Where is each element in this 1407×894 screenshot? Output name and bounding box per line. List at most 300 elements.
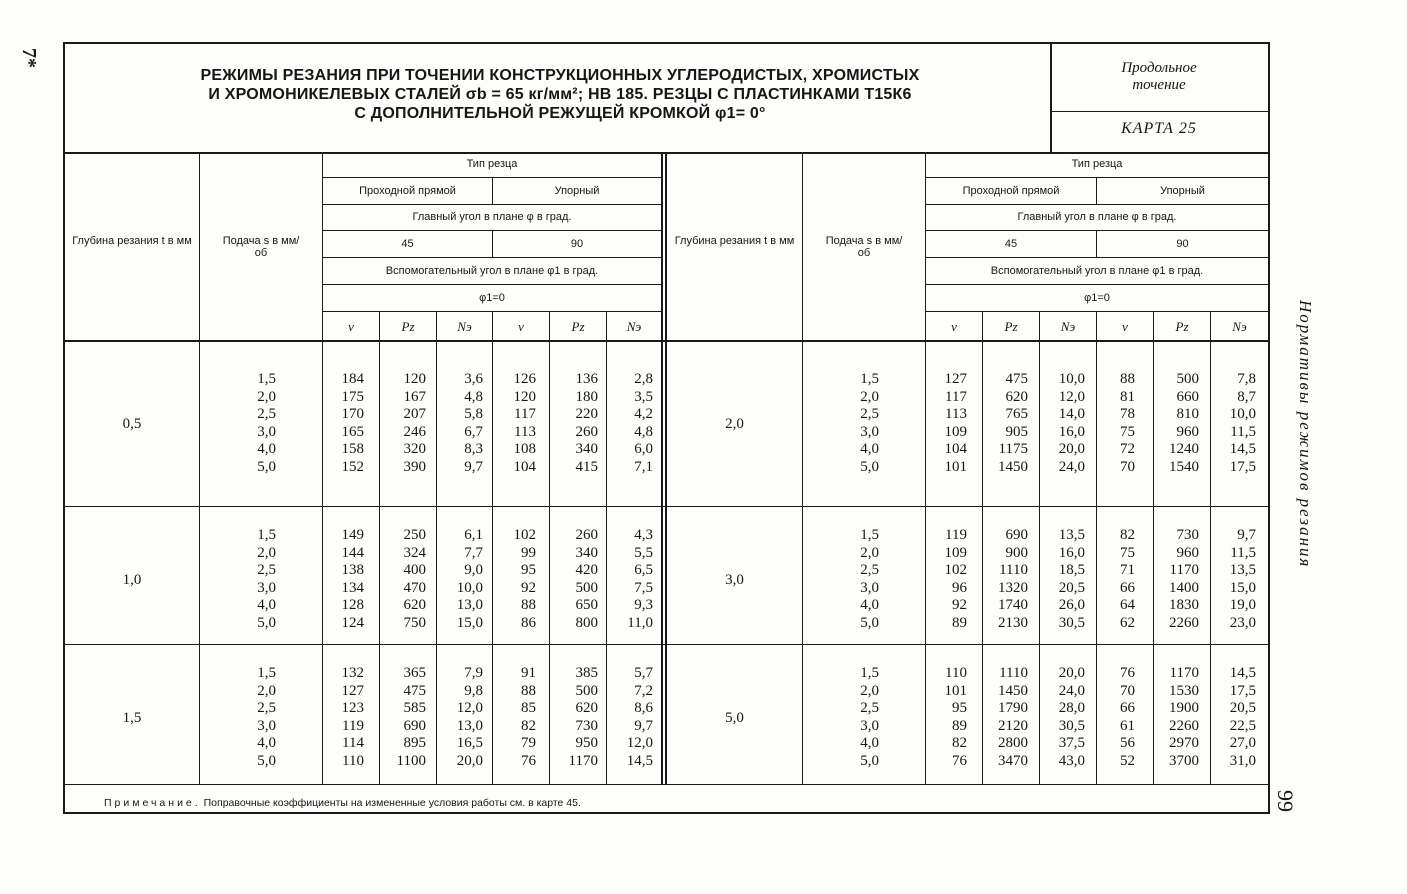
- value-cell: 14,5: [1229, 441, 1256, 458]
- feed-values: [257, 371, 276, 477]
- value-cell: 500: [1176, 371, 1199, 387]
- value-cell: 2,8: [634, 371, 653, 387]
- value-cell: 127: [944, 371, 967, 387]
- feed-cell: 5,0: [860, 752, 879, 769]
- value-column: [634, 371, 653, 477]
- value-cell: 320: [403, 441, 426, 458]
- depth-header: Глубина резания t в мм: [72, 235, 192, 247]
- value-cell: 13,0: [456, 717, 483, 734]
- value-column: [1230, 665, 1256, 771]
- value-cell: 14,0: [1058, 406, 1085, 423]
- value-cell: 126: [513, 371, 536, 387]
- feed-cell: 2,5: [257, 562, 276, 579]
- value-cell: 9,7: [634, 717, 653, 734]
- value-cell: 71: [1120, 562, 1135, 579]
- value-cell: 585: [403, 700, 426, 717]
- value-cell: 14,5: [1229, 665, 1256, 681]
- straight-tool-header: Проходной прямой: [962, 185, 1060, 197]
- value-cell: 15,0: [1229, 579, 1256, 596]
- aux-angle-header: Вспомогательный угол в плане φ1 в град.: [990, 265, 1204, 277]
- value-cell: 138: [341, 562, 364, 579]
- value-column: [404, 527, 427, 633]
- value-cell: 76: [521, 752, 536, 769]
- value-cell: 14,5: [626, 752, 653, 769]
- value-cell: 64: [1120, 597, 1135, 614]
- value-cell: 120: [403, 371, 426, 387]
- feed-cell: 1,5: [860, 665, 879, 681]
- value-cell: 730: [575, 717, 598, 734]
- feed-values: [860, 665, 879, 771]
- angle-90-header: 90: [570, 238, 584, 250]
- symbol-ne: Nэ: [1060, 319, 1076, 334]
- value-cell: 4,8: [634, 423, 653, 440]
- feed-cell: 1,5: [860, 527, 879, 543]
- value-column: [627, 665, 653, 771]
- value-cell: 20,5: [1058, 579, 1085, 596]
- value-cell: 260: [575, 423, 598, 440]
- value-cell: 114: [342, 735, 364, 752]
- value-cell: 101: [944, 682, 967, 699]
- value-cell: 16,0: [1058, 544, 1085, 561]
- value-cell: 102: [944, 562, 967, 579]
- value-cell: 650: [575, 597, 598, 614]
- value-cell: 149: [341, 527, 364, 543]
- feed-cell: 2,5: [860, 406, 879, 423]
- value-cell: 3700: [1169, 752, 1199, 769]
- value-cell: 152: [341, 458, 364, 475]
- value-cell: 1100: [396, 752, 426, 769]
- value-column: [457, 665, 483, 771]
- value-cell: 24,0: [1058, 682, 1085, 699]
- feed-cell: 5,0: [860, 458, 879, 475]
- value-cell: 72: [1120, 441, 1135, 458]
- value-cell: 385: [575, 665, 598, 681]
- value-cell: 123: [341, 700, 364, 717]
- value-cell: 92: [521, 579, 536, 596]
- value-cell: 23,0: [1229, 614, 1256, 631]
- value-cell: 6,7: [464, 423, 483, 440]
- value-cell: 1240: [1169, 441, 1199, 458]
- value-cell: 2120: [998, 717, 1028, 734]
- value-cell: 1540: [1169, 458, 1199, 475]
- feed-cell: 1,5: [257, 527, 276, 543]
- value-cell: 960: [1176, 423, 1199, 440]
- angle-45-header: 45: [401, 238, 414, 250]
- value-cell: 120: [513, 388, 536, 405]
- value-cell: 30,5: [1058, 614, 1085, 631]
- value-cell: 3,5: [634, 388, 653, 405]
- value-cell: 180: [575, 388, 598, 405]
- feed-cell: 3,0: [860, 717, 879, 734]
- value-cell: 165: [341, 423, 364, 440]
- value-cell: 415: [575, 458, 598, 475]
- value-cell: 20,5: [1229, 700, 1256, 717]
- value-cell: 127: [341, 682, 364, 699]
- value-cell: 390: [403, 458, 426, 475]
- value-cell: 17,5: [1229, 682, 1256, 699]
- value-cell: 95: [521, 562, 536, 579]
- value-column: [576, 527, 599, 633]
- value-cell: 260: [575, 527, 598, 543]
- value-cell: 5,8: [464, 406, 483, 423]
- value-cell: 22,5: [1229, 717, 1256, 734]
- value-cell: 95: [952, 700, 967, 717]
- value-cell: 18,5: [1058, 562, 1085, 579]
- feed-values: [860, 371, 879, 477]
- value-column: [945, 371, 968, 477]
- symbol-ne: Nэ: [1232, 319, 1247, 334]
- value-cell: 20,0: [1058, 665, 1085, 681]
- value-cell: 900: [1005, 544, 1028, 561]
- turning-type: Продольное точение: [1121, 60, 1197, 93]
- value-cell: 810: [1176, 406, 1199, 423]
- angle-45-header: 45: [1004, 238, 1018, 250]
- corner-mark: 7*: [18, 48, 40, 68]
- value-column: [998, 371, 1028, 477]
- value-cell: 43,0: [1058, 752, 1085, 769]
- straight-tool-header: Проходной прямой: [359, 185, 456, 197]
- feed-cell: 2,0: [257, 682, 276, 699]
- feed-cell: 5,0: [860, 614, 879, 631]
- value-column: [514, 527, 537, 633]
- table-note: Примечание. Поправочные коэффициенты на измененные условия работы см. в карте 45.: [104, 797, 581, 809]
- value-cell: 750: [403, 614, 426, 631]
- value-cell: 158: [341, 441, 364, 458]
- value-cell: 950: [575, 735, 598, 752]
- value-cell: 19,0: [1229, 597, 1256, 614]
- value-cell: 66: [1120, 579, 1135, 596]
- value-cell: 82: [952, 735, 967, 752]
- value-cell: 82: [1120, 527, 1135, 543]
- value-cell: 113: [945, 406, 967, 423]
- page-number: 99: [1273, 790, 1298, 812]
- value-column: [945, 527, 968, 633]
- phi1-zero-header: φ1=0: [1084, 292, 1110, 304]
- symbol-v: v: [518, 319, 524, 334]
- value-cell: 108: [513, 441, 536, 458]
- value-cell: 101: [944, 458, 967, 475]
- value-cell: 6,0: [634, 441, 653, 458]
- value-cell: 91: [521, 665, 536, 681]
- value-cell: 88: [521, 597, 536, 614]
- tool-type-header: Тип резца: [1071, 158, 1123, 170]
- value-cell: 89: [952, 614, 967, 631]
- value-cell: 170: [341, 406, 364, 423]
- value-cell: 110: [945, 665, 967, 681]
- value-cell: 324: [403, 544, 426, 561]
- value-cell: 20,0: [456, 752, 483, 769]
- value-cell: 207: [403, 406, 426, 423]
- value-cell: 7,7: [464, 544, 483, 561]
- value-cell: 12,0: [456, 700, 483, 717]
- feed-header: Подача s в мм/об: [222, 235, 300, 259]
- value-cell: 1900: [1169, 700, 1199, 717]
- value-cell: 960: [1176, 544, 1199, 561]
- value-cell: 3470: [998, 752, 1028, 769]
- value-cell: 79: [521, 735, 536, 752]
- value-cell: 1450: [998, 682, 1028, 699]
- value-cell: 1110: [999, 562, 1028, 579]
- value-cell: 8,6: [634, 700, 653, 717]
- value-column: [576, 371, 599, 477]
- depth-header: Глубина резания t в мм: [674, 235, 795, 247]
- value-cell: 9,3: [634, 597, 653, 614]
- feed-cell: 2,0: [860, 682, 879, 699]
- value-cell: 475: [1005, 371, 1028, 387]
- value-column: [1169, 371, 1199, 477]
- value-cell: 1400: [1169, 579, 1199, 596]
- feed-cell: 2,0: [257, 544, 276, 561]
- value-cell: 6,5: [634, 562, 653, 579]
- value-cell: 11,5: [1230, 544, 1256, 561]
- value-cell: 113: [514, 423, 536, 440]
- feed-values: [860, 527, 879, 633]
- value-cell: 905: [1005, 423, 1028, 440]
- value-cell: 85: [521, 700, 536, 717]
- value-cell: 13,5: [1229, 562, 1256, 579]
- value-column: [1059, 665, 1085, 771]
- value-cell: 117: [945, 388, 967, 405]
- value-cell: 128: [341, 597, 364, 614]
- value-column: [1120, 371, 1135, 477]
- symbol-pz: Pz: [571, 319, 585, 334]
- value-cell: 8,7: [1237, 388, 1256, 405]
- feed-cell: 2,0: [860, 544, 879, 561]
- value-cell: 81: [1120, 388, 1135, 405]
- feed-cell: 2,5: [257, 700, 276, 717]
- value-column: [397, 665, 426, 771]
- value-cell: 6,1: [464, 527, 483, 543]
- feed-cell: 3,0: [860, 423, 879, 440]
- phi1-zero-header: φ1=0: [479, 292, 505, 304]
- value-cell: 92: [952, 597, 967, 614]
- depth-value: 0,5: [122, 416, 142, 432]
- feed-cell: 1,5: [257, 371, 276, 387]
- value-column: [1059, 527, 1085, 633]
- value-cell: 104: [513, 458, 536, 475]
- value-cell: 220: [575, 406, 598, 423]
- feed-cell: 5,0: [257, 614, 276, 631]
- value-column: [945, 665, 968, 771]
- value-cell: 250: [403, 527, 426, 543]
- feed-cell: 4,0: [257, 441, 276, 458]
- page-title: РЕЖИМЫ РЕЗАНИЯ ПРИ ТОЧЕНИИ КОНСТРУКЦИОННЫХ УГЛЕРОДИСТЫХ, ХРОМИСТЫХ И ХРОМОНИКЕЛЕВЫХ СТАЛЕЙ σb = 65 кг/мм²; HB 185. РЕЗЦЫ С ПЛАСТИНКАМИ Т15К6 С ДОПОЛНИТЕЛЬНОЙ РЕЖУЩЕЙ КРОМКОЙ φ1= 0°: [200, 67, 920, 122]
- feed-cell: 3,0: [860, 579, 879, 596]
- depth-value: 1,5: [122, 710, 142, 726]
- value-cell: 11,0: [627, 614, 653, 631]
- value-column: [514, 371, 537, 477]
- symbol-pz: Pz: [1004, 319, 1018, 334]
- value-cell: 75: [1120, 423, 1135, 440]
- value-column: [342, 665, 365, 771]
- value-cell: 7,1: [634, 458, 653, 475]
- value-cell: 500: [575, 682, 598, 699]
- symbol-v: v: [348, 319, 354, 334]
- feed-cell: 2,0: [860, 388, 879, 405]
- main-angle-header: Главный угол в плане φ в град.: [1017, 211, 1177, 223]
- value-cell: 110: [342, 752, 364, 769]
- value-cell: 117: [514, 406, 536, 423]
- value-cell: 1170: [568, 752, 598, 769]
- feed-cell: 4,0: [860, 735, 879, 752]
- symbol-pz: Pz: [1175, 319, 1189, 334]
- value-column: [998, 527, 1028, 633]
- feed-cell: 5,0: [257, 752, 276, 769]
- symbol-pz: Pz: [401, 319, 415, 334]
- value-cell: 765: [1005, 406, 1028, 423]
- value-cell: 2260: [1169, 614, 1199, 631]
- value-cell: 13,0: [456, 597, 483, 614]
- feed-header: Подача s в мм/об: [825, 235, 903, 259]
- feed-cell: 4,0: [860, 441, 879, 458]
- value-column: [1120, 665, 1135, 771]
- value-cell: 8,3: [464, 441, 483, 458]
- value-cell: 9,8: [464, 682, 483, 699]
- value-cell: 690: [403, 717, 426, 734]
- value-cell: 175: [341, 388, 364, 405]
- tool-type-header: Тип резца: [466, 158, 518, 170]
- value-cell: 76: [952, 752, 967, 769]
- value-cell: 420: [575, 562, 598, 579]
- value-cell: 132: [341, 665, 364, 681]
- value-column: [342, 371, 365, 477]
- feed-cell: 3,0: [257, 423, 276, 440]
- value-cell: 62: [1120, 614, 1135, 631]
- value-cell: 1450: [998, 458, 1028, 475]
- value-cell: 10,0: [1229, 406, 1256, 423]
- value-cell: 75: [1120, 544, 1135, 561]
- value-cell: 24,0: [1058, 458, 1085, 475]
- value-cell: 27,0: [1229, 735, 1256, 752]
- depth-value: 3,0: [725, 572, 744, 588]
- value-cell: 119: [945, 527, 967, 543]
- value-cell: 620: [575, 700, 598, 717]
- main-angle-header: Главный угол в плане φ в град.: [412, 211, 572, 223]
- value-cell: 17,5: [1229, 458, 1256, 475]
- feed-cell: 5,0: [257, 458, 276, 475]
- value-cell: 88: [521, 682, 536, 699]
- value-cell: 102: [513, 527, 536, 543]
- value-cell: 136: [575, 371, 598, 387]
- value-cell: 246: [403, 423, 426, 440]
- value-cell: 1830: [1169, 597, 1199, 614]
- value-cell: 730: [1176, 527, 1199, 543]
- symbol-v: v: [1122, 319, 1128, 334]
- feed-cell: 1,5: [257, 665, 276, 681]
- value-cell: 7,2: [634, 682, 653, 699]
- value-column: [1230, 527, 1256, 633]
- value-cell: 895: [403, 735, 426, 752]
- value-column: [404, 371, 427, 477]
- value-cell: 620: [403, 597, 426, 614]
- value-cell: 4,2: [634, 406, 653, 423]
- value-cell: 660: [1176, 388, 1199, 405]
- value-cell: 16,0: [1058, 423, 1085, 440]
- angle-90-header: 90: [1176, 238, 1189, 250]
- value-cell: 800: [575, 614, 598, 631]
- value-cell: 167: [403, 388, 426, 405]
- value-cell: 124: [341, 614, 364, 631]
- feed-cell: 4,0: [257, 735, 276, 752]
- value-cell: 400: [403, 562, 426, 579]
- value-cell: 3,6: [464, 371, 483, 387]
- value-column: [998, 665, 1028, 771]
- value-cell: 2260: [1169, 717, 1199, 734]
- value-cell: 31,0: [1229, 752, 1256, 769]
- feed-cell: 2,0: [257, 388, 276, 405]
- feed-cell: 3,0: [257, 717, 276, 734]
- value-cell: 70: [1120, 682, 1135, 699]
- value-cell: 10,0: [1058, 371, 1085, 387]
- value-cell: 2130: [998, 614, 1028, 631]
- value-cell: 89: [952, 717, 967, 734]
- value-cell: 76: [1120, 665, 1135, 681]
- value-cell: 119: [342, 717, 364, 734]
- value-cell: 1530: [1169, 682, 1199, 699]
- value-cell: 11,5: [1230, 423, 1256, 440]
- value-cell: 9,0: [464, 562, 483, 579]
- value-column: [1059, 371, 1085, 477]
- value-column: [627, 527, 653, 633]
- value-column: [464, 371, 483, 477]
- value-cell: 1175: [998, 441, 1028, 458]
- value-cell: 144: [341, 544, 364, 561]
- aux-angle-header: Вспомогательный угол в плане φ1 в град.: [385, 265, 599, 277]
- value-cell: 470: [403, 579, 426, 596]
- stop-tool-header: Упорный: [554, 185, 600, 197]
- value-cell: 12,0: [1058, 388, 1085, 405]
- value-cell: 109: [944, 544, 967, 561]
- value-column: [569, 665, 598, 771]
- value-cell: 4,8: [464, 388, 483, 405]
- value-cell: 13,5: [1058, 527, 1085, 543]
- value-cell: 4,3: [634, 527, 653, 543]
- value-cell: 5,7: [634, 665, 653, 681]
- symbol-ne: Nэ: [457, 319, 472, 334]
- depth-value: 2,0: [725, 416, 744, 432]
- value-cell: 26,0: [1058, 597, 1085, 614]
- value-cell: 620: [1005, 388, 1028, 405]
- value-cell: 1110: [999, 665, 1028, 681]
- value-cell: 61: [1120, 717, 1135, 734]
- value-cell: 1320: [998, 579, 1028, 596]
- value-cell: 52: [1120, 752, 1135, 769]
- value-column: [342, 527, 365, 633]
- value-cell: 30,5: [1058, 717, 1085, 734]
- feed-cell: 2,5: [257, 406, 276, 423]
- value-column: [1169, 665, 1199, 771]
- value-cell: 7,8: [1237, 371, 1256, 387]
- value-cell: 5,5: [634, 544, 653, 561]
- value-cell: 9,7: [1237, 527, 1256, 543]
- value-cell: 340: [575, 441, 598, 458]
- feed-cell: 1,5: [860, 371, 879, 387]
- value-cell: 184: [341, 371, 364, 387]
- value-cell: 16,5: [456, 735, 483, 752]
- value-column: [521, 665, 536, 771]
- side-caption: Нормативы режимов резания: [1296, 300, 1315, 569]
- value-cell: 1740: [998, 597, 1028, 614]
- depth-value: 5,0: [725, 710, 744, 726]
- value-cell: 20,0: [1058, 441, 1085, 458]
- value-cell: 7,5: [634, 579, 653, 596]
- value-cell: 82: [521, 717, 536, 734]
- feed-values: [257, 527, 276, 633]
- value-cell: 1790: [998, 700, 1028, 717]
- feed-cell: 4,0: [257, 597, 276, 614]
- value-cell: 99: [521, 544, 536, 561]
- stop-tool-header: Упорный: [1160, 185, 1205, 197]
